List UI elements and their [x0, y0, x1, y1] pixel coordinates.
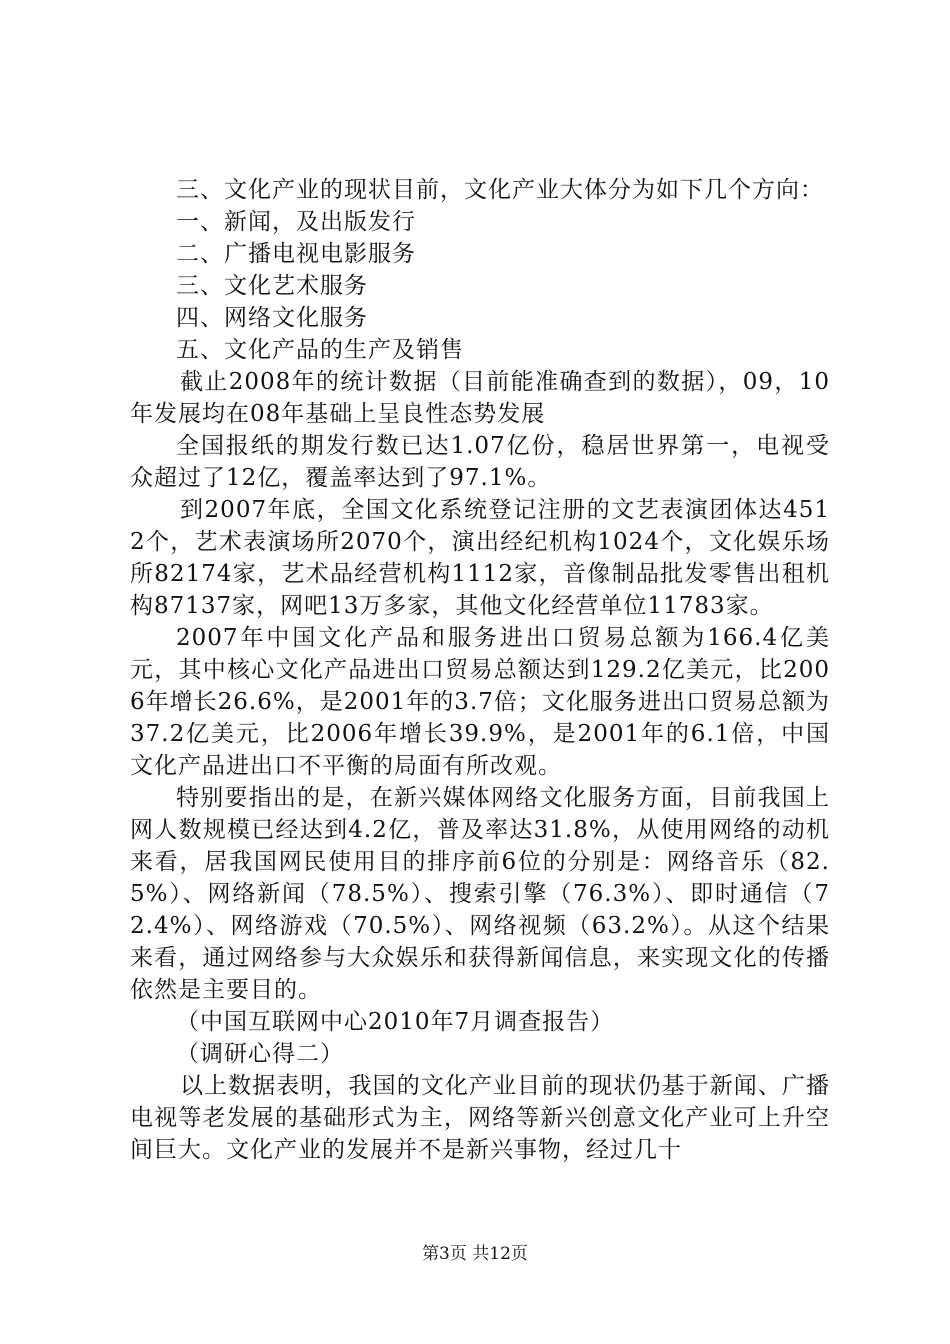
- paragraph-newspapers: 全国报纸的期发行数已达1.07亿份，稳居世界第一，电视受众超过了12亿，覆盖率达到了97.1%。: [130, 433, 830, 491]
- document-body: [130, 174, 830, 1166]
- page-number-footer: 第3页 共12页: [422, 1244, 528, 1264]
- paragraph-subheading: （调研心得二）: [176, 1041, 344, 1067]
- paragraph-source-note: （中国互联网中心2010年7月调查报告）: [176, 1009, 615, 1035]
- list-item-products: 五、文化产品的生产及销售: [176, 337, 464, 363]
- paragraph-cultural-units: 到2007年底，全国文化系统登记注册的文艺表演团体达4512个，艺术表演场所2070个，演出经纪机构1024个，文化娱乐场所82174家，艺术品经营机构1112家，音像制品批发零售出租机构87137家，网吧13万多家，其他文化经营单位11783家。: [130, 497, 830, 619]
- paragraph-statistics-intro: 截止2008年的统计数据（目前能准确查到的数据），09，10年发展均在08年基础上呈良性态势发展: [130, 369, 830, 427]
- list-item-network: 四、网络文化服务: [176, 305, 368, 331]
- list-item-broadcast: 二、广播电视电影服务: [176, 241, 416, 267]
- paragraph-internet: 特别要指出的是，在新兴媒体网络文化服务方面，目前我国上网人数规模已经达到4.2亿，普及率达31.8%，从使用网络的动机来看，居我国网民使用目的排序前6位的分别是：网络音乐（82.5%）、网络新闻（78.5%）、搜索引擎（76.3%）、即时通信（72.4%）、网络游戏（70.5%）、网络视频（63.2%）。从这个结果来看，通过网络参与大众娱乐和获得新闻信息，来实现文化的传播依然是主要目的。: [130, 785, 830, 1003]
- paragraph-trade: 2007年中国文化产品和服务进出口贸易总额为166.4亿美元，其中核心文化产品进出口贸易总额达到129.2亿美元，比2006年增长26.6%，是2001年的3.7倍；文化服务进出口贸易总额为37.2亿美元，比2006年增长39.9%，是2001年的6.1倍，中国文化产品进出口不平衡的局面有所改观。: [130, 625, 830, 779]
- list-item-news: 一、新闻，及出版发行: [176, 209, 416, 235]
- paragraph-section-heading: 三、文化产业的现状目前，文化产业大体分为如下几个方向：: [176, 177, 824, 203]
- paragraph-conclusion: 以上数据表明，我国的文化产业目前的现状仍基于新闻、广播电视等老发展的基础形式为主，网络等新兴创意文化产业可上升空间巨大。文化产业的发展并不是新兴事物，经过几十: [130, 1073, 830, 1163]
- list-item-arts: 三、文化艺术服务: [176, 273, 368, 299]
